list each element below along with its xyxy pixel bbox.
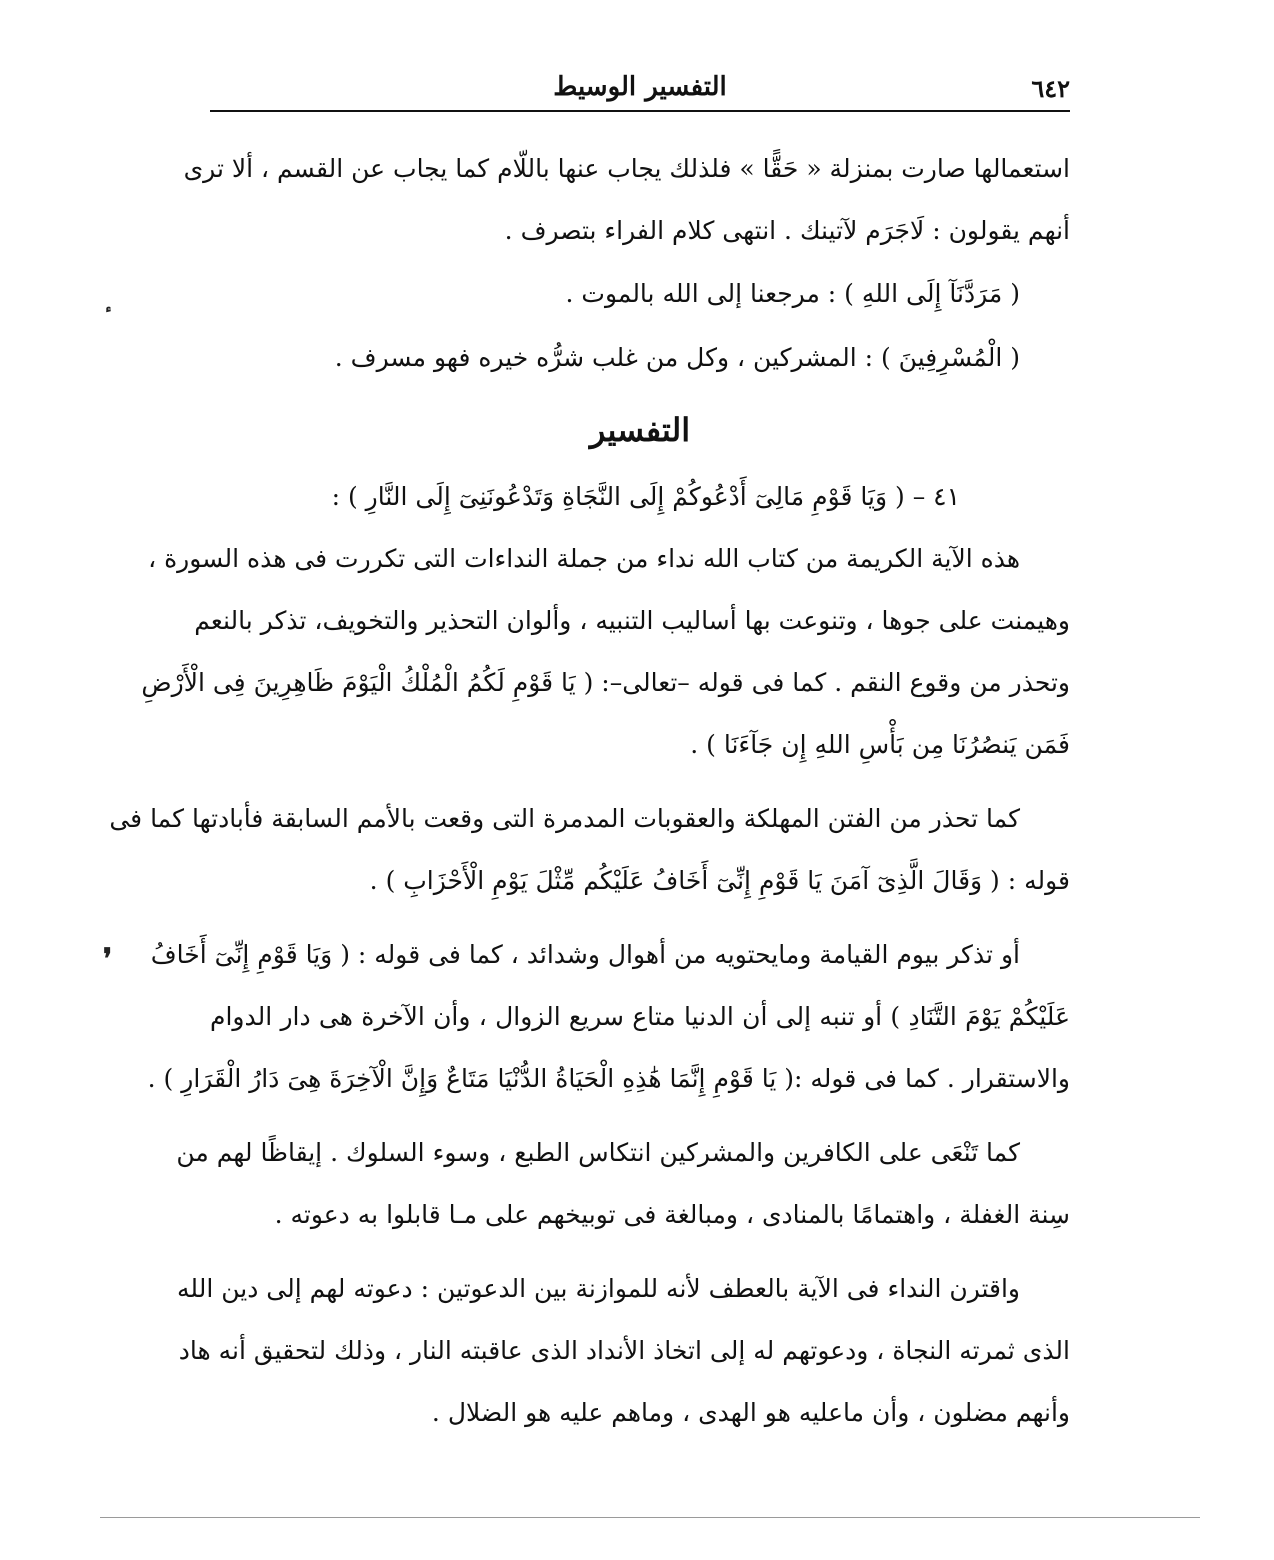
margin-speck: ❜ (103, 942, 113, 975)
paragraph-line: الذى ثمرته النجاة ، ودعوتهم له إلى اتخاذ الأنداد الذى عاقبته النار ، وذلك لتحقيق أنه هاد (178, 1336, 1070, 1365)
paragraph (177, 1258, 1070, 1444)
page-header (210, 70, 1070, 112)
paragraph-line: وتحذر من وقوع النقم . كما فى قوله –تعالى–: ( يَا قَوْمِ لَكُمُ الْمُلْكُ الْيَوْمَ ظَاهِرِينَ فِى الْأَرْضِ (141, 668, 1070, 697)
paragraph-line: واقترن النداء فى الآية بالعطف لأنه للموازنة بين الدعوتين : دعوته لهم إلى دين الله (177, 1274, 1020, 1303)
page-body (109, 138, 1070, 1444)
intro-line: استعمالها صارت بمنزلة « حَقًّا » فلذلك يجاب عنها باللّام كما يجاب عن القسم ، ألا ترى (183, 154, 1070, 183)
paragraph-line: أو تذكر بيوم القيامة ومايحتويه من أهوال وشدائد ، كما فى قوله : ( وَيَا قَوْمِ إِنِّىٓ أَخَافُ (150, 940, 1020, 969)
paragraph (147, 924, 1070, 1110)
book-page (109, 70, 1070, 1444)
paragraph-line: فَمَن يَنصُرُنَا مِن بَأْسِ اللهِ إِن جَآءَنَا ) . (690, 730, 1070, 759)
verse-heading: ٤١ – ( وَيَا قَوْمِ مَالِىٓ أَدْعُوكُمْ إِلَى النَّجَاةِ وَتَدْعُونَنِىٓ إِلَى النَّارِ ) : (331, 482, 960, 511)
paragraph-line: وأنهم مضلون ، وأن ماعليه هو الهدى ، وماهم عليه هو الضلال . (431, 1398, 1070, 1427)
paragraph (109, 788, 1070, 912)
paragraph-line: هذه الآية الكريمة من كتاب الله نداء من جملة النداءات التى تكررت فى هذه السورة ، (148, 544, 1020, 573)
paragraph-line: كما تَنْعَى على الكافرين والمشركين انتكاس الطبع ، وسوء السلوك . إيقاظًا لهم من (176, 1138, 1020, 1167)
paragraph (176, 1122, 1070, 1246)
paragraph-line: كما تحذر من الفتن المهلكة والعقوبات المدمرة التى وقعت بالأمم السابقة فأبادتها كما فى (109, 804, 1020, 833)
section-title: التفسير (589, 411, 691, 449)
paragraph-line: عَلَيْكُمْ يَوْمَ التَّنَادِ ) أو تنبه إلى أن الدنيا متاع سريع الزوال ، وأن الآخرة هى دار الدوام (210, 1002, 1070, 1031)
scan-edge-line (100, 1517, 1200, 1518)
page-number: ٦٤٢ (1031, 74, 1070, 103)
intro-line: أنهم يقولون : لَاجَرَم لآتينك . انتهى كلام الفراء بتصرف . (504, 216, 1070, 245)
paragraph-line: والاستقرار . كما فى قوله :( يَا قَوْمِ إِنَّمَا هَٰذِهِ الْحَيَاةُ الدُّنْيَا مَتَاعٌ وَإِنَّ الْآخِرَةَ هِىَ دَارُ الْقَرَارِ ) . (147, 1064, 1070, 1093)
paragraph (141, 528, 1070, 776)
paragraph-line: قوله : ( وَقَالَ الَّذِىٓ آمَنَ يَا قَوْمِ إِنِّىٓ أَخَافُ عَلَيْكُم مِّثْلَ يَوْمِ الْأَحْزَابِ ) . (369, 866, 1070, 895)
paragraph-line: وهيمنت على جوها ، وتنوعت بها أساليب التنبيه ، وألوان التحذير والتخويف، تذكر بالنعم (194, 606, 1070, 635)
definition-line: ( الْمُسْرِفِينَ ) : المشركين ، وكل من غلب شرُّه خيره فهو مسرف . (334, 343, 1020, 372)
definition-line: ( مَرَدَّنَآ إِلَى اللهِ ) : مرجعنا إلى الله بالموت . (565, 279, 1020, 308)
running-title: التفسير الوسيط (553, 72, 727, 102)
paragraph-line: سِنة الغفلة ، واهتمامًا بالمنادى ، ومبالغة فى توبيخهم على مـا قابلوا به دعوته . (274, 1200, 1070, 1229)
